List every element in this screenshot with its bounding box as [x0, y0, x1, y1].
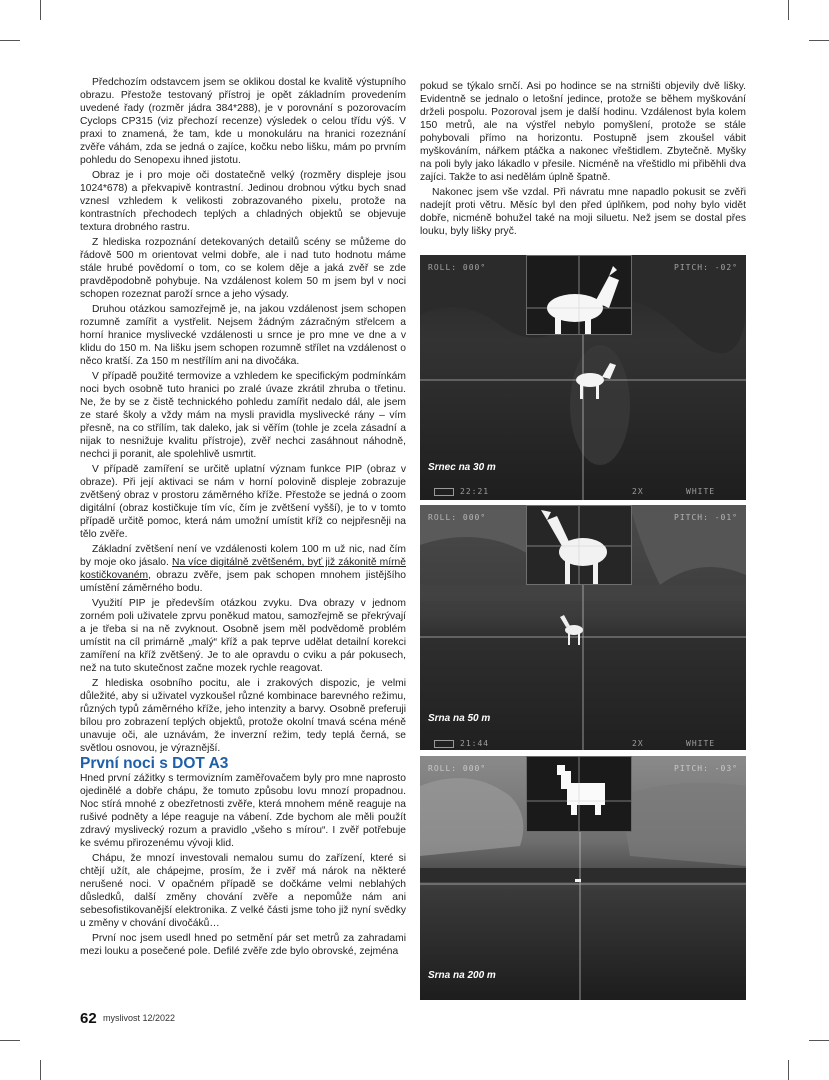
battery-icon	[434, 740, 454, 748]
pip-window	[526, 255, 632, 335]
right-column	[420, 80, 746, 240]
roll-readout: ROLL: 000°	[428, 764, 487, 773]
crop-mark	[0, 1040, 20, 1041]
paragraph: V případě použité termovize a vzhledem ke specifickým podmínkám noci bych osobně tuto hranici po zralé úvaze zkrátil zhruba o třetinu. Ne, že by se z čistě technického pohledu zamířit nedalo dál, ale jsem ze staré školy a vždy mám na mysli pravidla myslivecké rány – vím přesně, na co střílím, tak daleko, jak si věřím (tohle je zcela zásadní a nijak to nesnižuje kvalitu přístroje), zvěř nechci zasáhnout náhodně, nechci ji poranit, ale spolehlivě usmrtit.	[80, 371, 406, 460]
thermal-photo-2	[420, 505, 746, 750]
zoom-readout: 2X	[632, 487, 644, 496]
crop-mark	[788, 0, 789, 20]
paragraph	[80, 543, 406, 595]
roll-readout: ROLL: 000°	[428, 513, 487, 522]
clock-readout: 21:44	[460, 739, 490, 748]
paragraph: Předchozím odstavcem jsem se oklikou dostal ke kvalitě výstupního obrazu. Přestože testovaný přístroj je opět základním provedením uvedené řady (rozměr jádra 384*288), je v porovnání s pozorovacím Cyclops CP315 (viz přechozí recenze) výsledek o celou třídu výš. V praxi to znamená, že tam, kde u monokuláru na hranici rozeznání zvěře váhám, zda se jedná o zajíce, kočku nebo lišku, mám po prvním pohledu do Senopexu ihned jistotu.	[80, 77, 406, 166]
battery-icon	[434, 488, 454, 496]
thermal-photo-1	[420, 255, 746, 500]
thermal-photo-3	[420, 756, 746, 1000]
photo-caption: Srnec na 30 m	[428, 462, 496, 473]
pip-zoomed-image	[527, 757, 631, 831]
section-heading: První noci s DOT A3	[80, 755, 229, 772]
crop-mark	[809, 40, 829, 41]
color-mode-readout: WHITE	[686, 739, 716, 748]
paragraph: Využití PIP je především otázkou zvyku. Dva obrazy v jednom zorném poli uživatele zprvu poněkud matou, samozřejmě se překrývají a je třeba si na ně zvyknout. Osobně jsem měl podvědomě problém umístit na cíl primárně „malý“ kříž a pak teprve udělat detailní korekci zamíření na kříž zvětšený. Je to ale opravdu o cviku a pár pokusech, než na tuto skutečnost začne mozek rychle reagovat.	[80, 598, 406, 674]
roll-readout: ROLL: 000°	[428, 263, 487, 272]
paragraph: Nakonec jsem vše vzdal. Při návratu mne napadlo pokusit se zvěři nadejít proti větru. Měsíc byl den před úplňkem, pod nohy bylo vidět dobře, nicméně bohužel také na moji siluetu. Než jsem se dostal přes louku, byly lišky pryč.	[420, 187, 746, 237]
issue-label: myslivost 12/2022	[103, 1013, 176, 1023]
paragraph: pokud se týkalo srnčí. Asi po hodince se na strništi objevily dvě lišky. Evidentně se jednalo o letošní jedince, protože se během myškování drželi pospolu. Pozoroval jsem je další hodinu. Vzdálenost byla kolem 150 metrů, ale na výstřel nebylo pomyšlení, protože se stále pohybovali přímo na horizontu. Postupně jsem zkoušel vábit myškováním, nářkem ptáčka a nakonec vřeštidlem. Zbytečně. Myšky na poli byly jako lákadlo v přesile. Nicméně na vřeštidlo mi přiběhli dva zajíci. Takže to asi nedělám úplně špatně.	[420, 81, 746, 183]
photo-caption: Srna na 200 m	[428, 970, 496, 981]
color-mode-readout: WHITE	[686, 487, 716, 496]
photo-caption: Srna na 50 m	[428, 713, 491, 724]
pip-zoomed-image	[527, 256, 631, 334]
pip-window	[526, 505, 632, 585]
clock-readout: 22:21	[460, 487, 490, 496]
left-column	[80, 76, 406, 960]
text-run: , obrazu zvěře, jsem pak schopen mnohem jistějšího umístění záměrného bodu.	[80, 570, 406, 594]
paragraph: První noc jsem usedl hned po setmění pár set metrů za zahradami mezi louku a posečené pole. Defilé zvěře zde bylo obrovské, zejména	[80, 933, 406, 957]
paragraph: Z hlediska rozpoznání detekovaných detailů scény se můžeme do řádově 500 m orientovat velmi dobře, ale i nad tuto hodnotu máme stále hrubé povědomí o tom, co se kolem děje a jaká zvěř se zde pravděpodobně pohybuje. Na vzdálenost kolem 50 m jsem byl v noci schopen rozeznat paroží srnce a jeho výsady.	[80, 237, 406, 300]
paragraph: Hned první zážitky s termovizním zaměřovačem byly pro mne naprosto ojedinělé a dobře chápu, že tomuto způsobu lovu mnozí propadnou. Noc stírá mnohé z obezřetnosti zvěře, která mnohem méně reaguje na rušivé podněty a lépe reaguje na vábení. Zde bychom ale měli použít zdravý myslivecký rozum a pravidlo „všeho s mírou“. I zvěř potřebuje ke svému přirozenému vývoji klid.	[80, 773, 406, 849]
crop-mark	[809, 1040, 829, 1041]
paragraph: Z hlediska osobního pocitu, ale i zrakových dispozic, je velmi důležité, aby si uživatel vyzkoušel různé kombinace barevného režimu, různých typů záměrného kříže, jeho intenzity a barvy. Osobně preferuji bílou pro zobrazení teplých objektů, protože okolní tmavá scéna méně unavuje oči, ale uznávám, že inverzní režim, tedy teplá černá, se světlou osnovou, je výraznější.	[80, 678, 406, 754]
pip-zoomed-image	[527, 506, 631, 584]
paragraph: Chápu, že mnozí investovali nemalou sumu do zařízení, které si chtějí užít, ale chápejme, prosím, že i zvěř má nárok na některé nerušené noci. V opačném případě se dočkáme velmi neblahých důsledků, další změny chování zvěře a nepomůže nám ani sebesofistikovanější elektronika. Z velké části jsme toho již nyní svědky u změny v chování divočáků…	[80, 853, 406, 929]
text-run: Základní zvětšení není ve vzdálenosti kolem 100 m už nic, nad čím by moje oko jásalo.	[80, 544, 406, 568]
pip-window	[526, 756, 632, 832]
pitch-readout: PITCH: -01°	[674, 513, 738, 522]
page-number: 62	[80, 1010, 97, 1027]
paragraph: V případě zamíření se určitě uplatní význam funkce PIP (obraz v obraze). Při její aktivaci se nám v horní polovině displeje zobrazuje zvětšený obraz v prostoru záměrného kříže. Přestože se jedná o zoom digitální (obraz kostičkuje tím víc, čím je zvětšení vyšší), je to v tomto případě určitě pomoc, která nám umožní umístit kříž co nejpřesněji na tělo zvěře.	[80, 464, 406, 540]
crop-mark	[40, 1060, 41, 1080]
zoom-readout: 2X	[632, 739, 644, 748]
crop-mark	[0, 40, 20, 41]
pitch-readout: PITCH: -03°	[674, 764, 738, 773]
highlighted-text: Na více digitálně zvětšeném, byť již zákonitě mírně kostičkovaném	[80, 557, 406, 581]
crop-mark	[40, 0, 41, 20]
crop-mark	[788, 1060, 789, 1080]
paragraph: Druhou otázkou samozřejmě je, na jakou vzdálenost jsem schopen rozumně zamířit a vystřelit. Nejsem žádným zázračným střelcem a horní hranice myslivecké vzdálenosti u srnce je pro mne ve dne a v klidu do 150 m. Na lišku jsem schopen rozumně střílet na vzdálenost o něco kratší. Za 150 m nestřílím ani na divočáka.	[80, 304, 406, 367]
pitch-readout: PITCH: -02°	[674, 263, 738, 272]
paragraph: Obraz je i pro moje oči dostatečně velký (rozměry displeje jsou 1024*678) a překvapivě kontrastní. Jedinou drobnou výtku bych snad vznesl vzhledem k velikosti zobrazovaného pixelu, protože na kontrastních přechodech teplých a chladných objektů se objevuje textura drobného rastru.	[80, 170, 406, 233]
